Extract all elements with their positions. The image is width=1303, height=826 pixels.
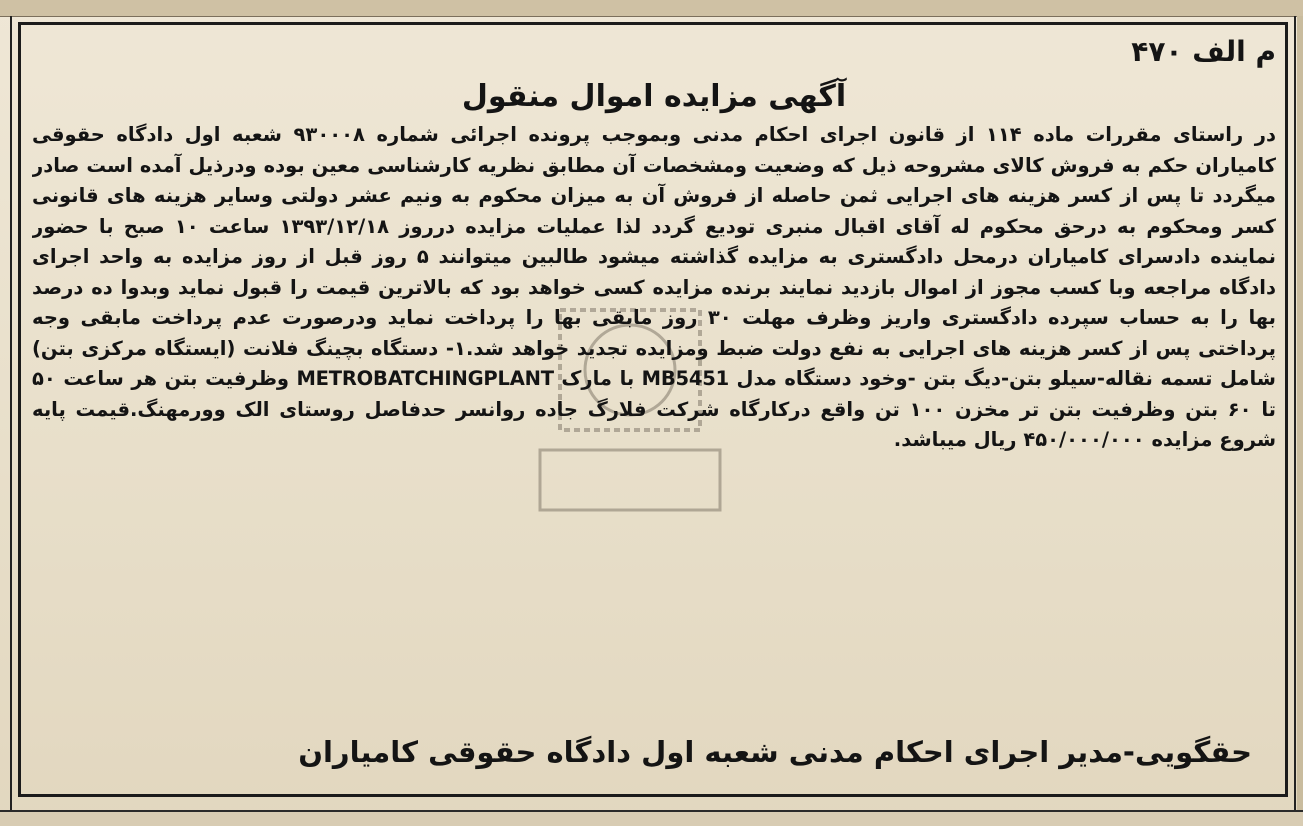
page-top-edge [0, 0, 1303, 17]
notice-reference-number: م الف ۴۷۰ [1131, 35, 1276, 68]
page-bottom-edge [0, 810, 1303, 826]
notice-body-text: در راستای مقررات ماده ۱۱۴ از قانون اجرای احکام مدنی وبموجب پرونده اجرائی شماره ۹۳۰۰۰۸ شعبه اول دادگاه حقوقی کامیاران حکم به فروش کالای مشروحه ذیل که وضعیت ومشخصات آن مطابق نظریه کارشناسی معین بوده ودرذیل آمده است صادر میگردد تا پس از کسر هزینه های اجرایی ثمن حاصله از فروش آن به میزان محکوم به ونیم عشر دولتی وسایر هزینه های قانونی کسر ومحکوم به درحق محکوم له آقای اقبال منبری تودیع گردد لذا عملیات مزایده درروز ۱۳۹۳/۱۲/۱۸ ساعت ۱۰ صبح با حضور نماینده دادسرای کامیاران درمحل دادگستری به مزایده گذاشته میشود طالبین میتوانند ۵ روز قبل از روز مزایده به واحد اجرای دادگاه مراجعه وبا کسب مجوز از اموال بازدید نمایند برنده مزایده کسی خواهد بود که بالاترین قیمت را قبول نماید وبدوا ده درصد بها را به حساب سپرده دادگستری واریز وظرف مهلت ۳۰ روز مابقی بها را پرداخت نماید ودرصورت عدم پرداخت مابقی وجه پرداختی پس از کسر هزینه های اجرایی به نفع دولت ضبط ومزایده تجدید خواهد شد.۱- دستگاه بچینگ فلانت (ایستگاه مرکزی بتن) شامل تسمه نقاله-سیلو بتن-دیگ بتن -وخود دستگاه مدل MB5451 با مارک METROBATCHINGPLANT وظرفیت بتن هر ساعت ۵۰ تا ۶۰ بتن وظرفیت بتن تر مخزن ۱۰۰ تن واقع درکارگاه شرکت فلارگ جاده روانسر حدفاصل روستای الک وورمهنگ.قیمت پایه شروع مزایده ۴۵۰/۰۰۰/۰۰۰ ریال میباشد. [32, 123, 1276, 451]
adjacent-column-strip [1297, 16, 1303, 826]
notice-content [32, 30, 1276, 730]
right-column-rule [1294, 16, 1296, 826]
notice-signature: حقگویی-مدیر اجرای احکام مدنی شعبه اول دادگاه حقوقی کامیاران [298, 735, 1252, 769]
left-column-rule [10, 16, 12, 826]
notice-title: آگهی مزایده اموال منقول [461, 79, 847, 114]
